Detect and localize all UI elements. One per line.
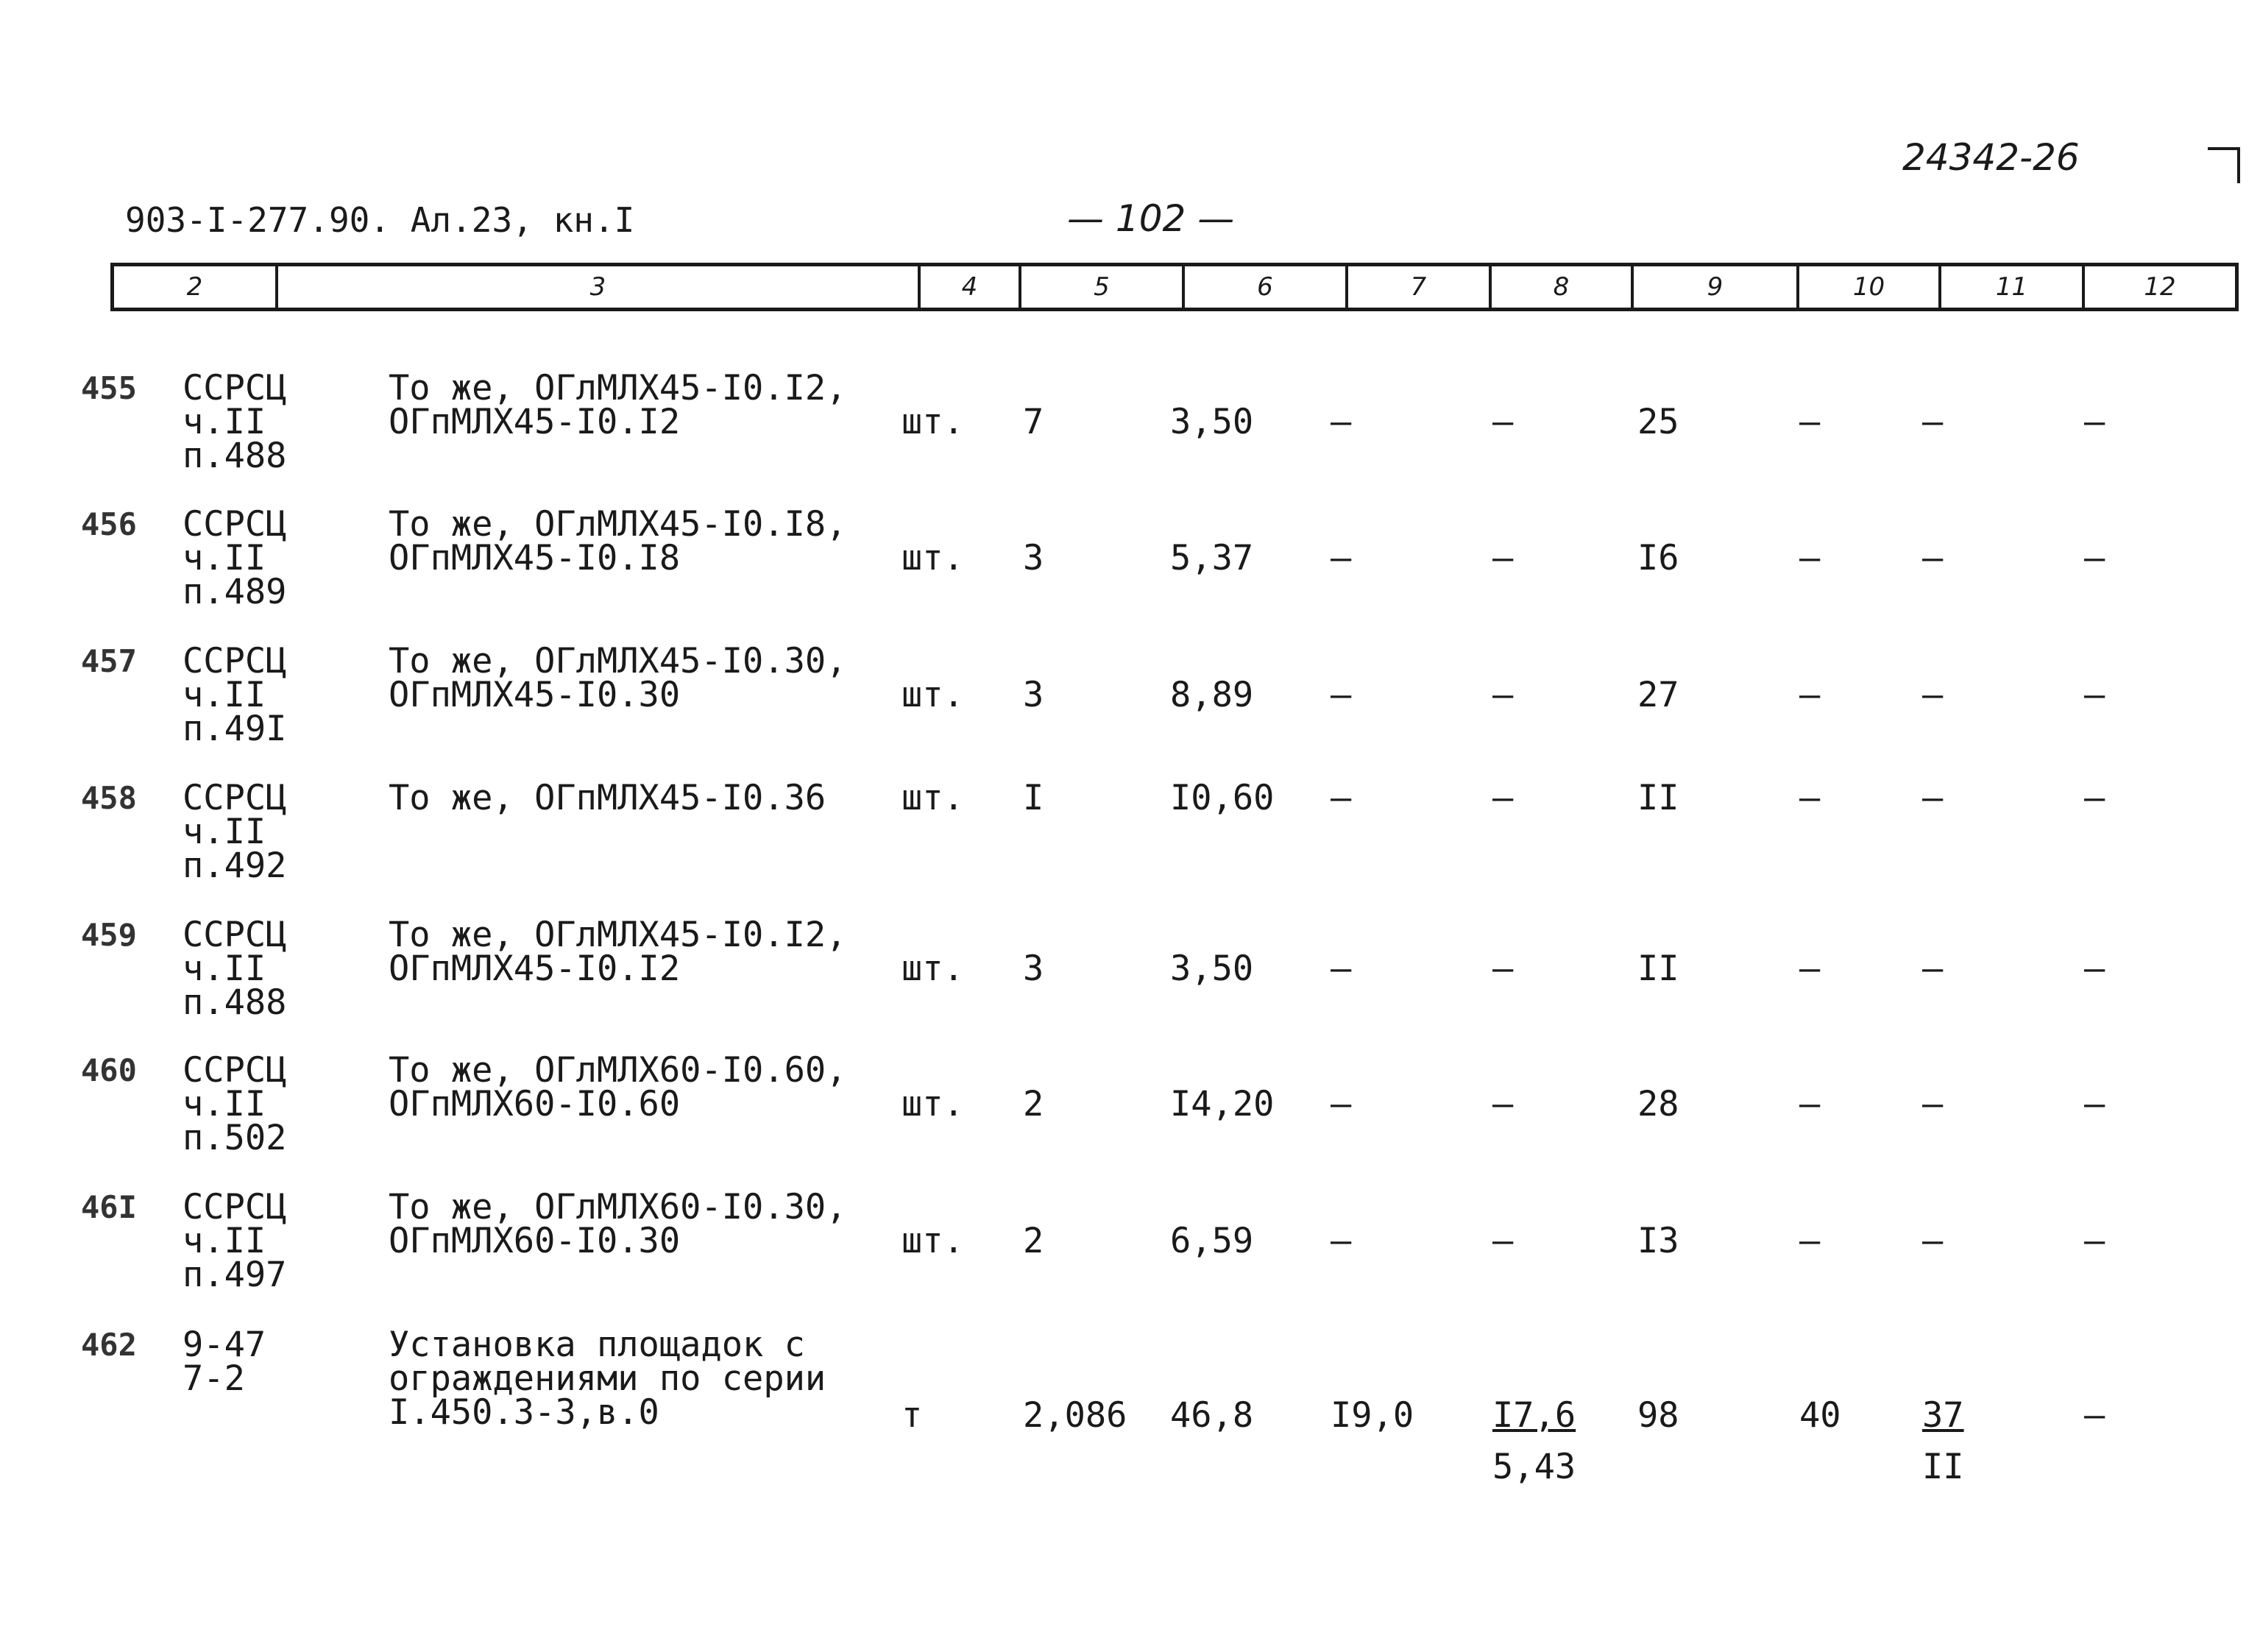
document-id: 24342-26 — [1902, 136, 2080, 179]
value-col10: – — [1799, 1084, 1821, 1124]
value-col7: I9,0 — [1331, 1395, 1414, 1436]
value-col10: – — [1799, 778, 1821, 818]
column-header: 3 — [278, 266, 921, 308]
item-description: То же, ОГлМЛХ60-I0.30, ОГпМЛХ60-I0.30 — [389, 1187, 847, 1261]
column-header: 4 — [921, 266, 1021, 308]
item-code: ССРСЦ ч.II п.489 — [183, 504, 287, 612]
row-number: 457 — [81, 643, 137, 679]
value-col6: 8,89 — [1170, 675, 1254, 715]
item-description: То же, ОГлМЛХ45-I0.30, ОГпМЛХ45-I0.30 — [389, 641, 847, 715]
value-col8: – — [1492, 402, 1514, 442]
value-col9: I6 — [1637, 538, 1679, 578]
value-col9: 25 — [1637, 402, 1679, 442]
value-col8: – — [1492, 538, 1514, 578]
row-number: 455 — [81, 370, 137, 406]
unit: шт. — [901, 402, 964, 442]
value-col10: – — [1799, 402, 1821, 442]
item-description: То же, ОГпМЛХ45-I0.36 — [389, 778, 826, 818]
unit: шт. — [901, 538, 964, 578]
value-col12: – — [2084, 949, 2105, 989]
value-col8-sub: 5,43 — [1492, 1447, 1576, 1487]
unit: шт. — [901, 675, 964, 715]
unit: т — [901, 1395, 923, 1436]
column-header: 6 — [1185, 266, 1348, 308]
column-header: 2 — [114, 266, 278, 308]
value-col9: I3 — [1637, 1221, 1679, 1261]
page-number: — 102 — — [1067, 197, 1235, 240]
value-col6: 3,50 — [1170, 949, 1254, 989]
row-number: 460 — [81, 1052, 137, 1088]
row-number: 459 — [81, 917, 137, 953]
value-col11: – — [1922, 538, 1944, 578]
column-header: 7 — [1348, 266, 1492, 308]
value-col10: – — [1799, 949, 1821, 989]
value-col8: I7,6 — [1492, 1395, 1576, 1436]
value-col8: – — [1492, 949, 1514, 989]
item-code: ССРСЦ ч.II п.488 — [183, 915, 287, 1023]
value-col12: – — [2084, 675, 2105, 715]
unit: шт. — [901, 1084, 964, 1124]
value-col12: – — [2084, 402, 2105, 442]
item-description: То же, ОГлМЛХ45-I0.I2, ОГпМЛХ45-I0.I2 — [389, 368, 847, 442]
quantity: 3 — [1023, 675, 1044, 715]
unit: шт. — [901, 949, 964, 989]
value-col10: – — [1799, 538, 1821, 578]
value-col7: – — [1331, 675, 1352, 715]
item-code: ССРСЦ ч.II п.497 — [183, 1187, 287, 1295]
value-col11: – — [1922, 949, 1944, 989]
value-col11: – — [1922, 1221, 1944, 1261]
quantity: 7 — [1023, 402, 1044, 442]
item-code: ССРСЦ ч.II п.502 — [183, 1050, 287, 1158]
item-description: То же, ОГлМЛХ60-I0.60, ОГпМЛХ60-I0.60 — [389, 1050, 847, 1124]
column-header-row — [110, 263, 2239, 311]
value-col8: – — [1492, 1084, 1514, 1124]
value-col10: – — [1799, 1221, 1821, 1261]
value-col6: I0,60 — [1170, 778, 1275, 818]
quantity: 2 — [1023, 1084, 1044, 1124]
value-col11: – — [1922, 402, 1944, 442]
column-header: 9 — [1634, 266, 1799, 308]
item-description: То же, ОГлМЛХ45-I0.I8, ОГпМЛХ45-I0.I8 — [389, 504, 847, 578]
row-number: 462 — [81, 1327, 137, 1363]
value-col8: – — [1492, 675, 1514, 715]
value-col6: 6,59 — [1170, 1221, 1254, 1261]
value-col11: – — [1922, 1084, 1944, 1124]
quantity: 3 — [1023, 538, 1044, 578]
corner-mark — [2208, 147, 2240, 183]
value-col12: – — [2084, 1395, 2105, 1436]
value-col7: – — [1331, 1221, 1352, 1261]
value-col7: – — [1331, 538, 1352, 578]
value-col10: – — [1799, 675, 1821, 715]
unit: шт. — [901, 778, 964, 818]
item-code: ССРСЦ ч.II п.492 — [183, 778, 287, 886]
value-col6: I4,20 — [1170, 1084, 1275, 1124]
row-number: 458 — [81, 780, 137, 816]
item-description: Установка площадок с ограждениями по серии I.450.3-3,в.0 — [389, 1325, 826, 1433]
value-col6: 5,37 — [1170, 538, 1254, 578]
value-col11: – — [1922, 778, 1944, 818]
item-code: ССРСЦ ч.II п.488 — [183, 368, 287, 476]
item-code: 9-47 7-2 — [183, 1325, 266, 1399]
column-header: 11 — [1941, 266, 2085, 308]
item-description: То же, ОГлМЛХ45-I0.I2, ОГпМЛХ45-I0.I2 — [389, 915, 847, 989]
value-col8: – — [1492, 1221, 1514, 1261]
item-code: ССРСЦ ч.II п.49I — [183, 641, 287, 749]
value-col7: – — [1331, 778, 1352, 818]
quantity: I — [1023, 778, 1044, 818]
value-col9: II — [1637, 778, 1679, 818]
value-col7: – — [1331, 949, 1352, 989]
value-col12: – — [2084, 1221, 2105, 1261]
row-number: 456 — [81, 506, 137, 542]
value-col9: II — [1637, 949, 1679, 989]
value-col9: 98 — [1637, 1395, 1679, 1436]
value-col12: – — [2084, 778, 2105, 818]
value-col7: – — [1331, 1084, 1352, 1124]
value-col9: 27 — [1637, 675, 1679, 715]
column-header: 10 — [1799, 266, 1941, 308]
value-col12: – — [2084, 1084, 2105, 1124]
value-col6: 46,8 — [1170, 1395, 1254, 1436]
value-col11: 37 — [1922, 1395, 1964, 1436]
column-header: 8 — [1492, 266, 1634, 308]
row-number: 46I — [81, 1189, 137, 1225]
quantity: 2,086 — [1023, 1395, 1127, 1436]
value-col7: – — [1331, 402, 1352, 442]
value-col12: – — [2084, 538, 2105, 578]
unit: шт. — [901, 1221, 964, 1261]
column-header: 12 — [2144, 272, 2176, 302]
document-code: 903-I-277.90. Ал.23, кн.I — [125, 200, 635, 240]
quantity: 3 — [1023, 949, 1044, 989]
column-header: 5 — [1021, 266, 1185, 308]
value-col10: 40 — [1799, 1395, 1841, 1436]
value-col9: 28 — [1637, 1084, 1679, 1124]
value-col6: 3,50 — [1170, 402, 1254, 442]
value-col11: – — [1922, 675, 1944, 715]
value-col8: – — [1492, 778, 1514, 818]
value-col11-sub: II — [1922, 1447, 1964, 1487]
quantity: 2 — [1023, 1221, 1044, 1261]
